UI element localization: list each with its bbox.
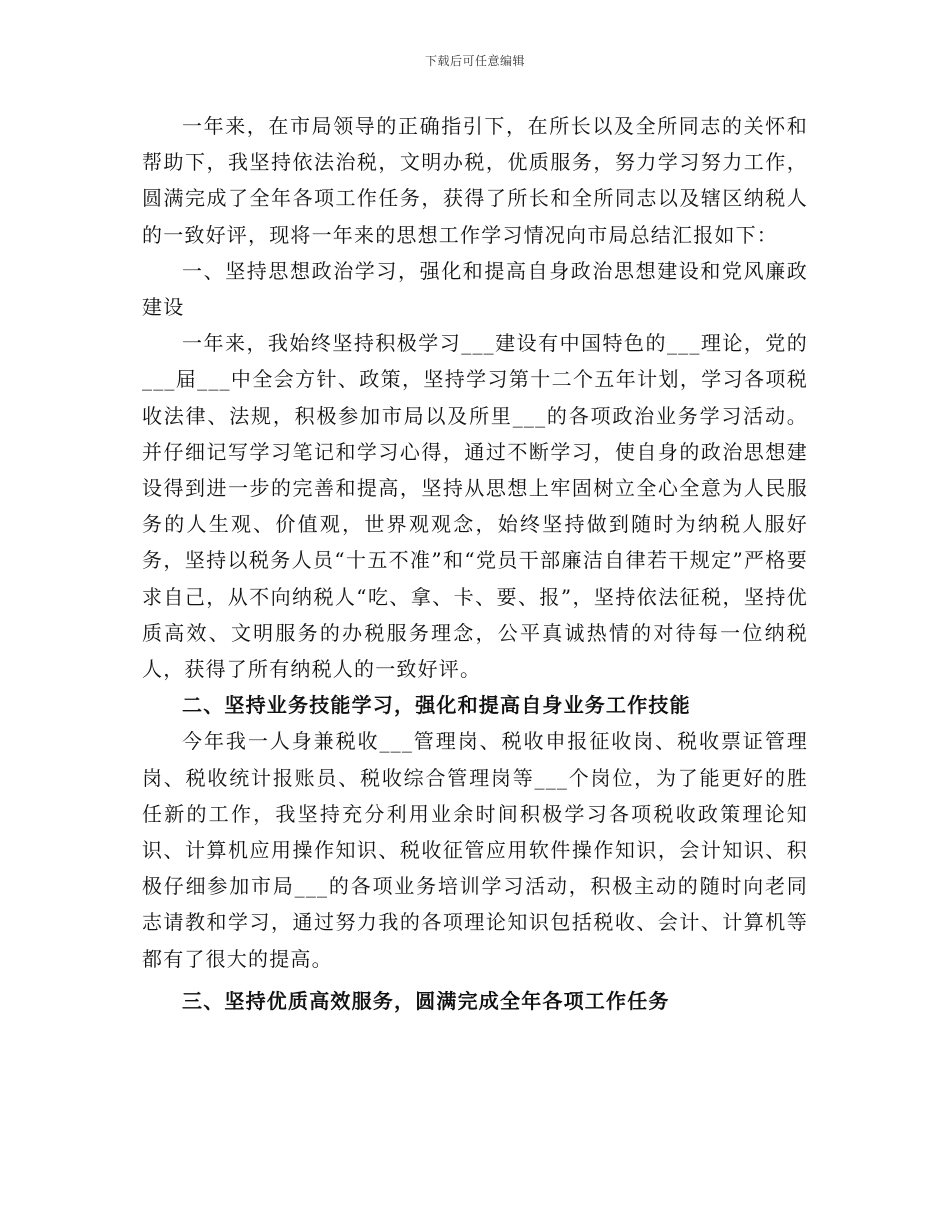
- document-body: [142, 108, 808, 1019]
- section-2-paragraph: 今年我一人身兼税收___管理岗、税收申报征收岗、税收票证管理岗、税收统计报账员、税收综合管理岗等___个岗位，为了能更好的胜任新的工作，我坚持充分利用业余时间积极学习各项税收政策理论知识、计算机应用操作知识、税收征管应用软件操作知识，会计知识、积极仔细参加市局___的各项业务培训学习活动，积极主动的随时向老同志请教和学习，通过努力我的各项理论知识包括税收、会计、计算机等都有了很大的提高。: [142, 729, 808, 971]
- page-header: 下载后可任意编辑: [424, 54, 525, 68]
- section-heading-3: 三、坚持优质高效服务，圆满完成全年各项工作任务: [182, 988, 670, 1013]
- section-1-paragraph: 一年来，我始终坚持积极学习___建设有中国特色的___理论，党的___届___中全会方针、政策，坚持学习第十二个五年计划，学习各项税收法律、法规，积极参加市局以及所里___的各项政治业务学习活动。并仔细记写学习笔记和学习心得，通过不断学习，使自身的政治思想建设得到进一步的完善和提高，坚持从思想上牢固树立全心全意为人民服务的人生观、价值观，世界观观念，始终坚持做到随时为纳税人服好务，坚持以税务人员“十五不准”和“党员干部廉洁自律若干规定”严格要求自己，从不向纳税人“吃、拿、卡、要、报”，坚持依法征税，坚持优质高效、文明服务的办税服务理念，公平真诚热情的对待每一位纳税人，获得了所有纳税人的一致好评。: [142, 331, 808, 682]
- section-heading-1: 一、坚持思想政治学习，强化和提高自身政治思想建设和党风廉政建设: [142, 258, 808, 320]
- intro-paragraph: 一年来，在市局领导的正确指引下，在所长以及全所同志的关怀和帮助下，我坚持依法治税，文明办税，优质服务，努力学习努力工作，圆满完成了全年各项工作任务，获得了所长和全所同志以及辖区纳税人的一致好评，现将一年来的思想工作学习情况向市局总结汇报如下：: [142, 114, 808, 247]
- section-heading-2: 二、坚持业务技能学习，强化和提高自身业务工作技能: [182, 693, 691, 718]
